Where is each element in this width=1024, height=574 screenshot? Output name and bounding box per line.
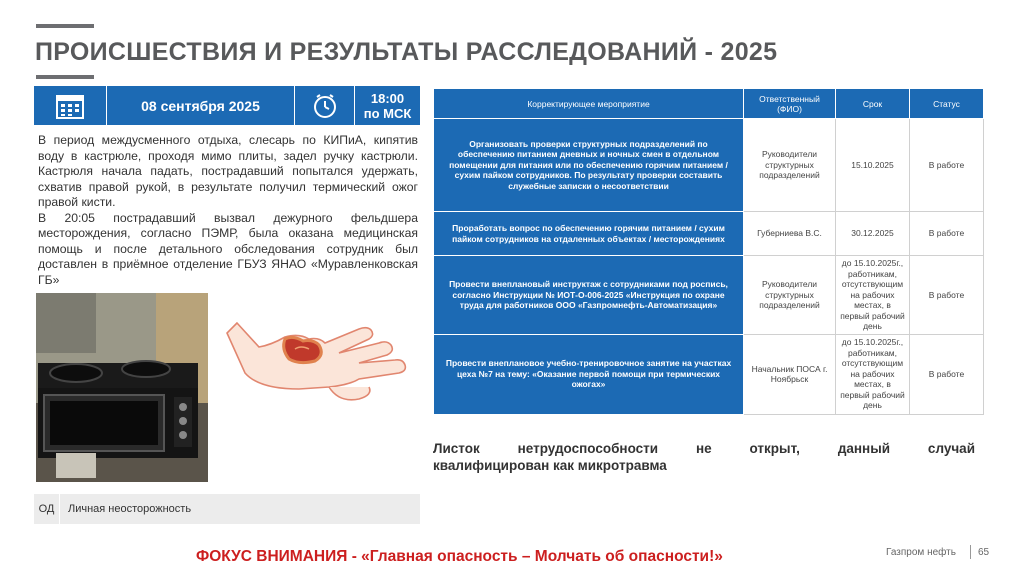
responsible-cell: Руководители структурных подразделений <box>744 256 836 335</box>
title-accent-top <box>36 24 94 28</box>
measure-cell: Проработать вопрос по обеспечению горячим питанием / сухим пайком сотрудников на отдаленных объектах / месторождениях <box>434 212 744 256</box>
status-cell: В работе <box>910 119 984 212</box>
deadline-cell: до 15.10.2025г., работникам, отсутствующим на рабочих местах, в первый рабочий день <box>836 256 910 335</box>
measure-cell: Организовать проверки структурных подразделений по обеспечению питанием дневных и ночных смен в отдельном помещении для питания или по обеспечению горячим питанием / сухим пайком сотрудников. По результату проверки составить служебные записки о несоответствии <box>434 119 744 212</box>
root-cause-row <box>34 494 420 524</box>
table-row <box>434 119 984 212</box>
responsible-cell: Губерниева В.С. <box>744 212 836 256</box>
focus-slogan: ФОКУС ВНИМАНИЯ - «Главная опасность – Молчать об опасности!» <box>196 548 723 565</box>
incident-paragraph: В 20:05 пострадавший вызвал дежурного фельдшера месторождения, согласно ПЭМР, была оказана медицинская помощь и после детального обследования сотрудник был доставлен в приёмное отделение ГБУЗ ЯНАО «Муравленковская ГБ» <box>38 210 418 287</box>
incident-time <box>355 86 420 125</box>
root-cause-label: ОД <box>34 494 60 524</box>
page-title: ПРОИСШЕСТВИЯ И РЕЗУЛЬТАТЫ РАССЛЕДОВАНИЙ - 2025 <box>35 38 778 66</box>
sick-leave-note-line2: квалифицирован как микротравма <box>433 458 667 473</box>
title-accent-bottom <box>36 75 94 79</box>
table-row <box>434 212 984 256</box>
responsible-cell: Начальник ПОСА г. Ноябрьск <box>744 334 836 414</box>
footer-divider <box>970 545 971 559</box>
table-header-row <box>434 89 984 119</box>
measure-cell: Провести внеплановый инструктаж с сотрудниками под роспись, согласно Инструкции № ИОТ-О-006-2025 «Инструкция по охране труда для работников ООО «Газпромнефть-Автоматизация» <box>434 256 744 335</box>
company-name: Газпром нефть <box>886 547 956 558</box>
deadline-cell: 15.10.2025 <box>836 119 910 212</box>
incident-time-value: 18:00 <box>370 90 405 106</box>
deadline-cell: 30.12.2025 <box>836 212 910 256</box>
column-header: Корректирующее мероприятие <box>434 89 744 119</box>
sick-leave-note-line1: Листок нетрудоспособности не открыт, данный случай <box>433 441 975 456</box>
measure-cell: Провести внеплановое учебно-тренировочное занятие на участках цеха №7 на тему: «Оказание первой помощи при термических ожогах» <box>434 334 744 414</box>
incident-description <box>38 133 418 288</box>
responsible-cell: Руководители структурных подразделений <box>744 119 836 212</box>
column-header: Статус <box>910 89 984 119</box>
deadline-cell: до 15.10.2025г., работникам, отсутствующим на рабочих местах, в первый рабочий день <box>836 334 910 414</box>
table-row <box>434 334 984 414</box>
incident-datetime-header <box>34 86 420 125</box>
status-cell: В работе <box>910 334 984 414</box>
incident-time-zone: по МСК <box>363 105 412 121</box>
table-row <box>434 256 984 335</box>
root-cause-text: Личная неосторожность <box>68 503 192 515</box>
column-header: Ответственный (ФИО) <box>744 89 836 119</box>
status-cell: В работе <box>910 212 984 256</box>
burn-illustration <box>209 293 419 482</box>
incident-date: 08 сентября 2025 <box>107 86 295 125</box>
incident-paragraph: В период междусменного отдыха, слесарь по КИПиА, кипятив воду в кастрюле, проходя мимо плиты, задел ручку кастрюли. Кастрюля начала падать, пострадавший попытался удержать, схватив правой рукой, в результате получил термический ожог правой кисти. <box>38 133 418 209</box>
incident-photo-stove <box>36 293 208 482</box>
page-number: 65 <box>978 547 990 558</box>
status-cell: В работе <box>910 256 984 335</box>
column-header: Срок <box>836 89 910 119</box>
calendar-icon <box>34 86 107 125</box>
corrective-measures-table <box>433 88 984 415</box>
clock-icon <box>295 86 355 125</box>
